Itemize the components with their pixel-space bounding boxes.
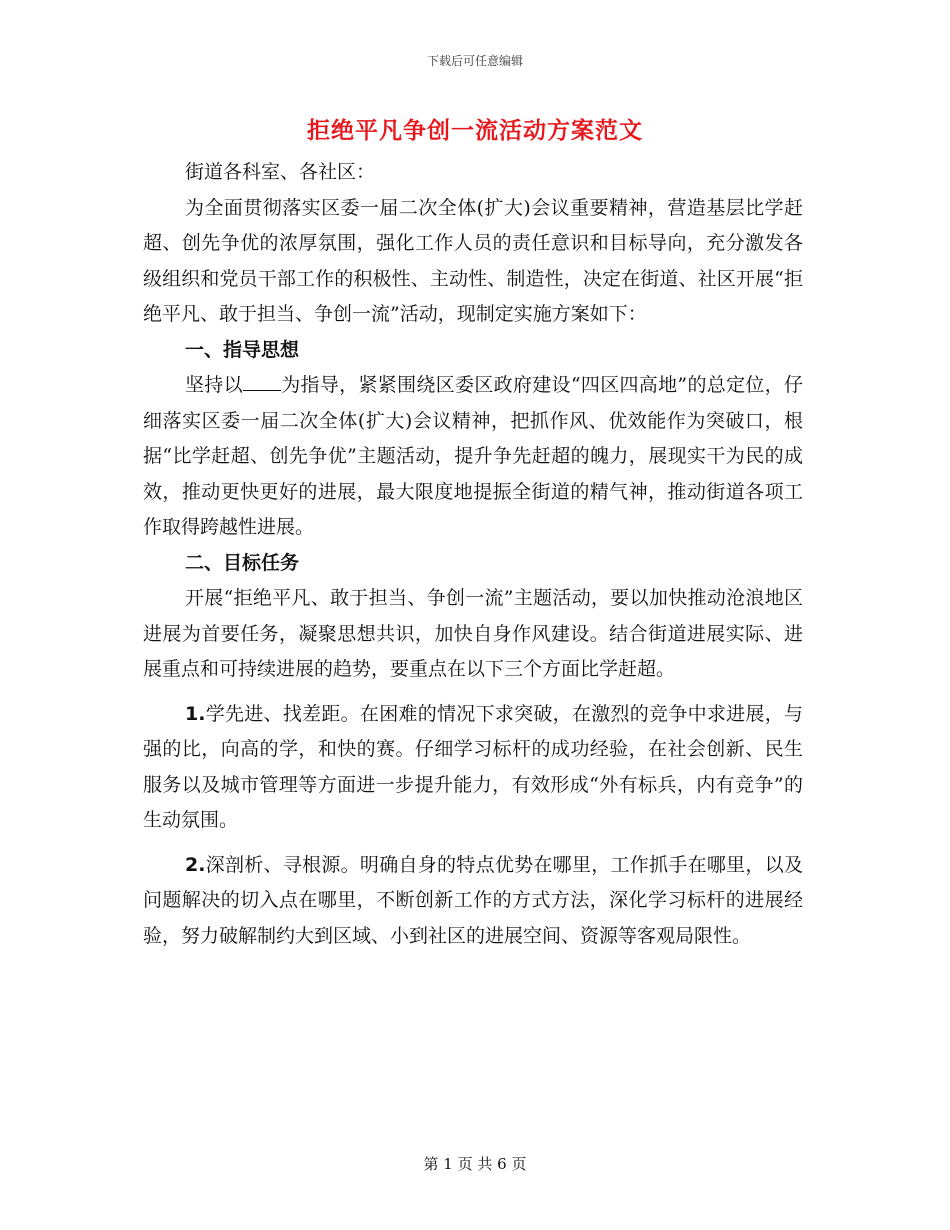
fill-in-blank [243, 374, 281, 391]
goal-item-2-number: 2. [185, 853, 206, 876]
guiding-thought-text-rest: 为指导，紧紧围绕区委区政府建设“四区四高地”的总定位，仔细落实区委一届二次全体(扩大)会议精神，把抓作风、优效能作为突破口，根据“比学赶超、创先争优”主题活动，提升争先赶超的魄力，展现实干为民的成效，推动更快更好的进展，最大限度地提振全街道的精气神，推动街道各项工作取得跨越性进展。 [143, 374, 803, 538]
goal-item-2 [143, 848, 803, 955]
guiding-thought-text-start: 坚持以 [185, 374, 243, 396]
document-title: 拒绝平凡争创一流活动方案范文 [307, 117, 643, 144]
goals-paragraph: 开展“拒绝平凡、敢于担当、争创一流”主题活动，要以加快推动沧浪地区进展为首要任务，凝聚思想共识，加快自身作风建设。结合街道进展实际、进展重点和可持续进展的趋势，要重点在以下三个方面比学赶超。 [143, 587, 803, 680]
guiding-thought-paragraph [143, 368, 803, 546]
goal-item-1-text: 学先进、找差距。在困难的情况下求突破，在激烈的竞争中求进展，与强的比，向高的学，和快的赛。仔细学习标杆的成功经验，在社会创新、民生服务以及城市管理等方面进一步提升能力，有效形成“外有标兵，内有竞争”的生动氛围。 [143, 702, 803, 831]
salutation: 街道各科室、各社区： [185, 161, 376, 183]
goal-item-1-number: 1. [185, 702, 206, 725]
header-note: 下载后可任意编辑 [426, 54, 523, 68]
section-heading-goals: 二、目标任务 [185, 551, 300, 574]
goal-item-1 [143, 697, 803, 839]
intro-paragraph: 为全面贯彻落实区委一届二次全体(扩大)会议重要精神，营造基层比学赶超、创先争优的浓厚氛围，强化工作人员的责任意识和目标导向，充分激发各级组织和党员干部工作的积极性、主动性、制造性，决定在街道、社区开展“拒绝平凡、敢于担当、争创一流”活动，现制定实施方案如下： [143, 196, 803, 325]
page-footer: 第 1 页 共 6 页 [423, 1155, 527, 1173]
document-body [143, 155, 803, 954]
section-heading-guiding-thought: 一、指导思想 [185, 338, 300, 361]
goal-item-2-text: 深剖析、寻根源。明确自身的特点优势在哪里，工作抓手在哪里，以及问题解决的切入点在哪里，不断创新工作的方式方法，深化学习标杆的进展经验，努力破解制约大到区域、小到社区的进展空间、资源等客观局限性。 [143, 853, 803, 947]
